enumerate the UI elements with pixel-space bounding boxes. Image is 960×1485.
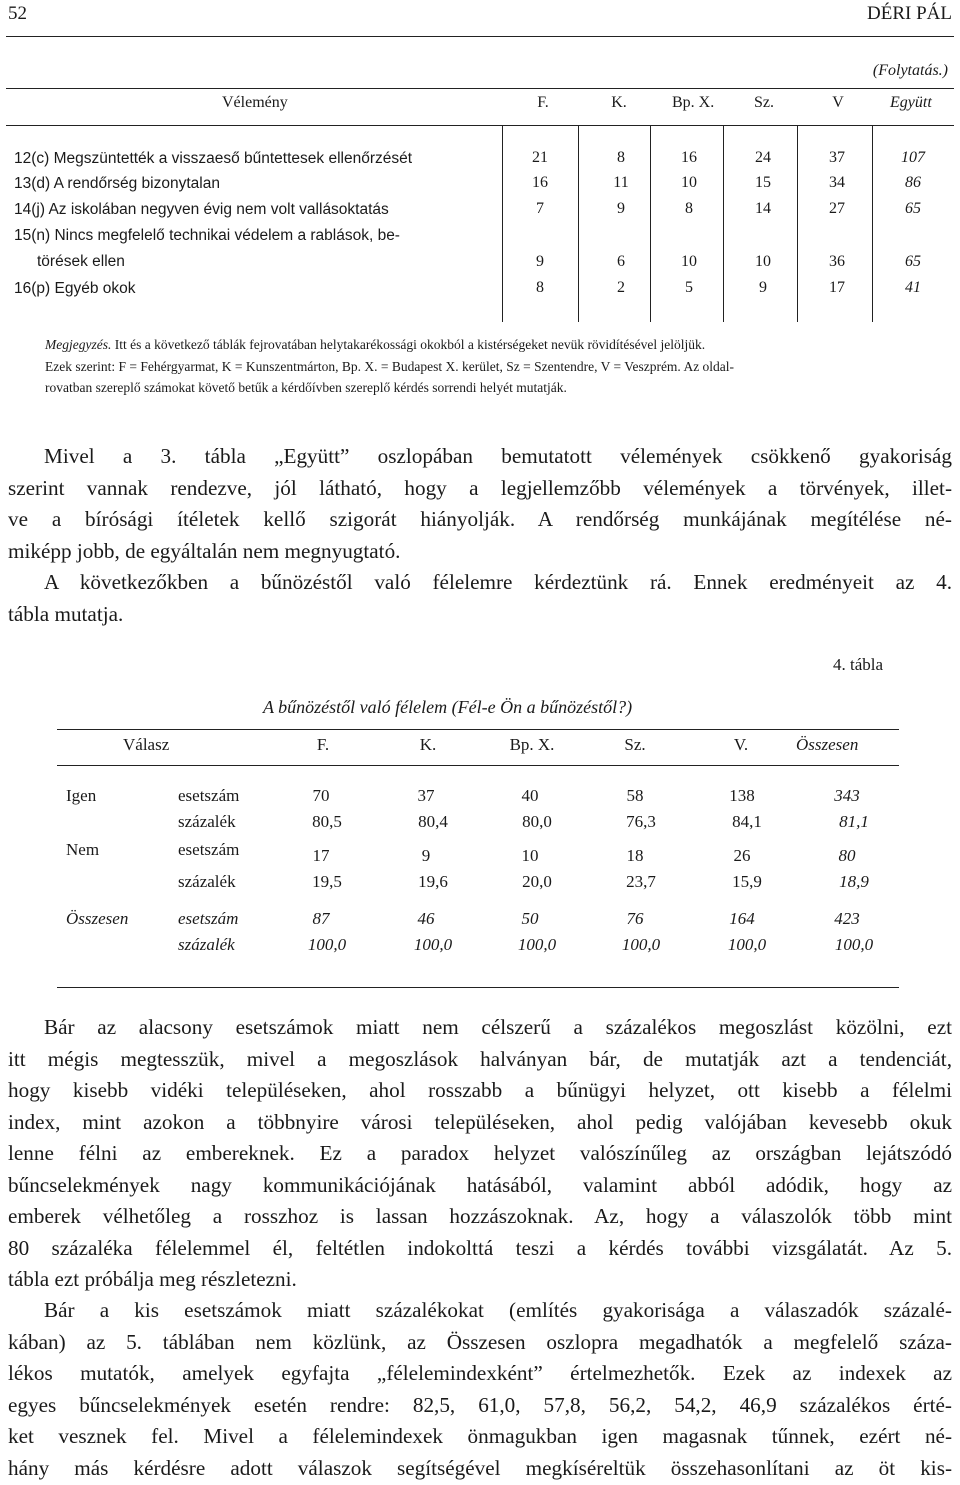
table-cell: 11 [613,174,629,191]
row-type-label: százalék [178,872,236,891]
text-line: egyes bűncselekmények esetén rendre: 82,5, 61,0, 57,8, 56,2, 54,2, 46,9 százalékos érté- [8,1392,952,1417]
table-cell: 10 [681,253,697,270]
text-line: tábla mutatja. [8,601,124,626]
text-line: tábla ezt próbálja meg részletezni. [8,1267,297,1291]
table-cell: 41 [905,279,921,296]
table-cell: 8 [536,279,544,296]
table-row-label: 14(j) Az iskolában negyven évig nem volt vallásoktatás [14,201,389,218]
table-cell: 6 [617,253,625,270]
text-line: hány más kérdésre adott válaszok segítségével megkíséreltük összehasonlítani az öt kis- [8,1455,952,1480]
table-1-header-rule [6,125,954,126]
text-line: itt mégis megtesszük, mivel a megoszlások halványan bár, de mutatják azt a tendenciát, [8,1046,952,1071]
table-cell: 80,0 [522,812,552,831]
text-line: miképp jobb, de egyáltalán nem megnyugtató. [8,538,401,563]
note-lead: Megjegyzés. [45,337,112,352]
table-cell: 343 [834,786,860,805]
table-cell: 100,0 [834,935,874,954]
group-label-igen: Igen [66,786,97,805]
table-cell: 423 [834,909,860,928]
table-cell: 80,5 [312,812,342,831]
note-line: rovatban szereplő számokat követő betűk a kérdőívben szereplő kérdés sorrendi helyét mutatják. [45,380,567,395]
table-cell: 100,0 [621,935,661,954]
table-cell: 65 [905,200,921,217]
table-cell: 100,0 [307,935,347,954]
running-head-author: DÉRI PÁL [867,3,952,24]
table-number-label: 4. tábla [833,655,884,674]
table-cell: 15 [755,174,771,191]
col-header-sz: Sz. [624,735,646,754]
text-line: Bár a kis esetszámok miatt százalékokat (említés gyakorisága a válaszadók százalé- [44,1298,952,1322]
table-cell: 15,9 [732,872,762,891]
body-paragraph [8,567,952,630]
col-header-v: V [832,94,844,111]
text-line: hogy kisebb vidéki településeken, ahol rosszabb a bűnügyi helyzet, ott kisebb a félelmi [8,1078,952,1102]
col-header-sz: Sz. [754,94,774,111]
col-divider [872,125,873,322]
text-line: szerint vannak rendezve, jól látható, hogy a legjellemzőbb vélemények a törvények, illet- [8,475,952,500]
col-divider [723,125,724,322]
table-cell: 23,7 [626,872,656,891]
table-cell: 100,0 [517,935,557,954]
table-4-bottom-rule [57,987,899,988]
col-header-egyutt: Együtt [890,94,932,111]
col-divider [797,125,798,322]
row-type-label: esetszám [178,840,240,859]
col-header-v: V. [733,735,749,754]
table-row-label: 15(n) Nincs megfelelő technikai védelem a rablások, be- [14,227,400,244]
table-cell: 14 [755,200,771,217]
table-cell: 100,0 [727,935,767,954]
row-type-label: esetszám [178,786,240,805]
table-cell: 10 [755,253,771,270]
text-line: lékos mutatók, amelyek egyfajta „félelemindexként” értelmezhetők. Ezek az indexek az [8,1361,952,1385]
table-cell: 37 [829,149,845,166]
table-cell: 5 [685,279,693,296]
col-header-k: K. [419,735,437,754]
table-4-top-rule [57,729,899,730]
text-line: Bár az alacsony esetszámok miatt nem célszerű a százalékos megoszlást közölni, ezt [44,1015,952,1039]
table-cell: 164 [729,909,755,928]
table-cell: 40 [521,786,539,805]
table-cell: 46 [417,909,435,928]
table-cell: 36 [829,253,845,270]
continued-label: (Folytatás.) [872,62,948,79]
table-row-label: 16(p) Egyéb okok [14,280,136,297]
table-cell: 87 [312,909,330,928]
table-cell: 100,0 [413,935,453,954]
col-header-osszesen: Összesen [796,735,859,754]
table-cell: 17 [312,846,330,865]
table-cell: 2 [617,279,625,296]
col-header-bpx: Bp. X. [672,94,715,111]
table-cell: 107 [901,149,925,166]
table-cell: 70 [312,786,330,805]
text-line: emberek vélhetőleg a rosszhoz is lassan hozzászoknak. Az, hogy a válaszolók több mint [8,1204,952,1228]
table-cell: 80 [838,846,856,865]
col-header-valasz: Válasz [123,735,170,754]
col-divider [502,125,503,322]
table-cell: 84,1 [732,812,762,831]
table-note [45,334,945,399]
table-cell: 18 [626,846,644,865]
col-header-f: F. [537,94,549,111]
text-line: ve a bírósági ítéletek kellő szigorát hiányolják. A rendőrség munkájának megítélése né- [8,507,952,531]
table-cell: 8 [685,200,693,217]
table-title: A bűnözéstől való félelem (Fél-e Ön a bűnözéstől?) [263,697,633,717]
group-label-nem: Nem [66,840,100,859]
table-cell: 9 [536,253,544,270]
table-cell: 9 [617,200,625,217]
table-cell: 8 [617,149,625,166]
header-rule [6,36,954,37]
table-cell: 19,5 [312,872,342,891]
table-cell: 16 [532,174,548,191]
table-cell: 80,4 [418,812,448,831]
table-cell: 21 [532,149,548,166]
text-line: index, mint azokon a többnyire városi településeken, ahol pedig valójában kevesebb okuk [8,1109,952,1134]
row-type-label: százalék [178,812,236,831]
table-cell: 76 [626,909,644,928]
table-cell: 76,3 [626,812,656,831]
col-header-f: F. [316,735,330,754]
table-cell: 10 [681,174,697,191]
table-cell: 9 [421,846,431,865]
table-row-label-continued: törések ellen [37,253,125,270]
text-line: A következőkben a bűnözéstől való félelemre kérdeztünk rá. Ennek eredményeit az 4. [44,570,952,594]
table-cell: 37 [417,786,435,805]
row-type-label: esetszám [178,909,239,928]
table-cell: 7 [536,200,544,217]
table-cell: 9 [759,279,767,296]
page-number: 52 [8,3,27,24]
text-line: bűncselekmények nagy kommunikációjának hatásából, valamint abból adódik, hogy az [8,1172,952,1197]
table-4-header-rule [57,765,899,766]
table-cell: 58 [626,786,644,805]
table-1-top-rule [6,88,954,89]
row-type-label: százalék [178,935,235,954]
text-line: ket vesznek fel. Mivel a félelemindexek önmagukban igen magasnak tűnnek, ezért né- [8,1424,952,1448]
note-line: Ezek szerint: F = Fehérgyarmat, K = Kunszentmárton, Bp. X. = Budapest X. kerület, Sz = Szentendre, V = Veszprém. Az oldal- [45,358,735,374]
col-header-bpx: Bp. X. [509,735,555,754]
body-paragraph [8,441,952,567]
table-cell: 138 [729,786,755,805]
text-line: kában) az 5. táblában nem közlünk, az Összesen oszlopra megadhatók a megfelelő száza- [8,1329,952,1354]
body-paragraph [8,1295,952,1484]
table-cell: 81,1 [839,812,869,831]
table-row-label: 12(c) Megszüntették a visszaeső bűntettesek ellenőrzését [14,150,413,167]
table-cell: 24 [755,149,771,166]
group-label-osszesen: Összesen [66,909,129,928]
body-paragraph [8,1012,952,1296]
note-line: Itt és a következő táblák fejrovatában helytakarékossági okokból a kistérségeket nevük rövidítésével jelöljük. [111,337,706,352]
table-cell: 26 [733,846,751,865]
table-cell: 34 [829,174,845,191]
table-cell: 86 [905,174,921,191]
table-cell: 50 [521,909,539,928]
table-cell: 10 [521,846,539,865]
col-header-k: K. [611,94,627,111]
table-cell: 17 [829,279,845,296]
table-cell: 27 [829,200,845,217]
table-row-label: 13(d) A rendőrség bizonytalan [14,175,220,192]
text-line: lenne félni az embereknek. Ez a paradox helyzet valószínűleg az országban lejátszódó [8,1141,952,1165]
table-cell: 18,9 [839,872,869,891]
table-cell: 65 [905,253,921,270]
text-line: 80 százaléka félelemmel él, feltétlen indokolttá teszi a kérdés további vizsgálatát. Az 5. [8,1235,952,1260]
table-cell: 19,6 [418,872,448,891]
col-header-velemeny: Vélemény [222,94,288,111]
col-divider [578,125,579,322]
table-cell: 20,0 [522,872,552,891]
text-line: Mivel a 3. tábla „Együtt” oszlopában bemutatott vélemények csökkenő gyakoriság [44,444,952,468]
table-cell: 16 [681,149,697,166]
col-divider [650,125,651,322]
